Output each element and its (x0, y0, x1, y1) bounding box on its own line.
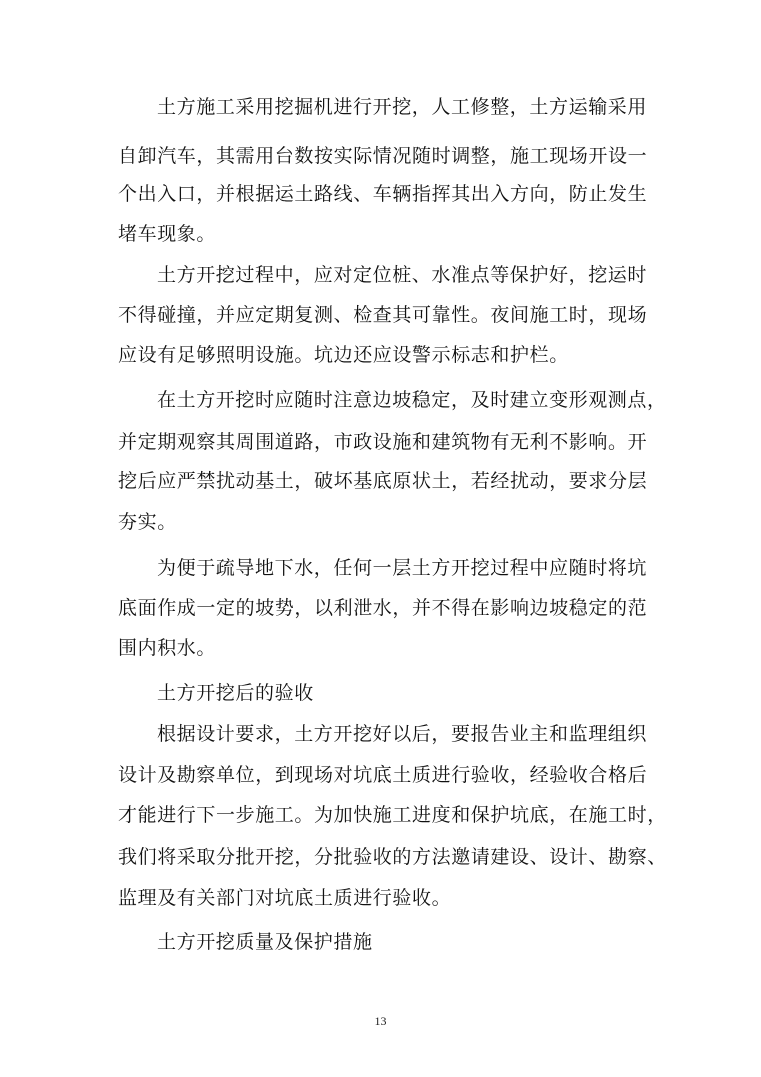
section-heading-acceptance: 土方开挖后的验收 (157, 682, 314, 704)
paragraph-4-line-3: 围内积水。 (118, 637, 217, 659)
page-number: 13 (374, 1014, 387, 1028)
paragraph-3-line-2: 并定期观察其周围道路，市政设施和建筑物有无利不影响。开 (118, 431, 648, 453)
paragraph-6-line-2: 设计及勘察单位，到现场对坑底土质进行验收，经验收合格后 (118, 764, 648, 786)
paragraph-3-line-1: 在土方开挖时应随时注意边坡稳定，及时建立变形观测点， (157, 389, 667, 411)
paragraph-2-line-1: 土方开挖过程中，应对定位桩、水准点等保护好，挖运时 (157, 264, 648, 286)
paragraph-1-line-3: 个出入口，并根据运土路线、车辆指挥其出入方向，防止发生 (118, 183, 648, 205)
paragraph-1-line-1: 土方施工采用挖掘机进行开挖，人工修整，土方运输采用 (157, 96, 648, 118)
paragraph-1-line-2: 自卸汽车，其需用台数按实际情况随时调整，施工现场开设一 (118, 145, 648, 167)
section-heading-quality: 土方开挖质量及保护措施 (157, 931, 373, 953)
paragraph-6-line-3: 才能进行下一步施工。为加快施工进度和保护坑底，在施工时， (118, 804, 667, 826)
paragraph-2-line-2: 不得碰撞，并应定期复测、检查其可靠性。夜间施工时，现场 (118, 304, 648, 326)
paragraph-6-line-5: 监理及有关部门对坑底土质进行验收。 (118, 887, 452, 909)
paragraph-4-line-1: 为便于疏导地下水，任何一层土方开挖过程中应随时将坑 (157, 557, 648, 579)
paragraph-3-line-3: 挖后应严禁扰动基土，破坏基底原状土，若经扰动，要求分层 (118, 470, 648, 492)
paragraph-3-line-4: 夯实。 (118, 511, 177, 533)
paragraph-6-line-4: 我们将采取分批开挖，分批验收的方法邀请建设、设计、勘察、 (118, 846, 667, 868)
paragraph-1-line-4: 堵车现象。 (118, 223, 217, 245)
paragraph-2-line-3: 应设有足够照明设施。坑边还应设警示标志和护栏。 (118, 344, 569, 366)
paragraph-4-line-2: 底面作成一定的坡势，以利泄水，并不得在影响边坡稳定的范 (118, 597, 648, 619)
paragraph-6-line-1: 根据设计要求，土方开挖好以后，要报告业主和监理组织 (157, 723, 648, 745)
